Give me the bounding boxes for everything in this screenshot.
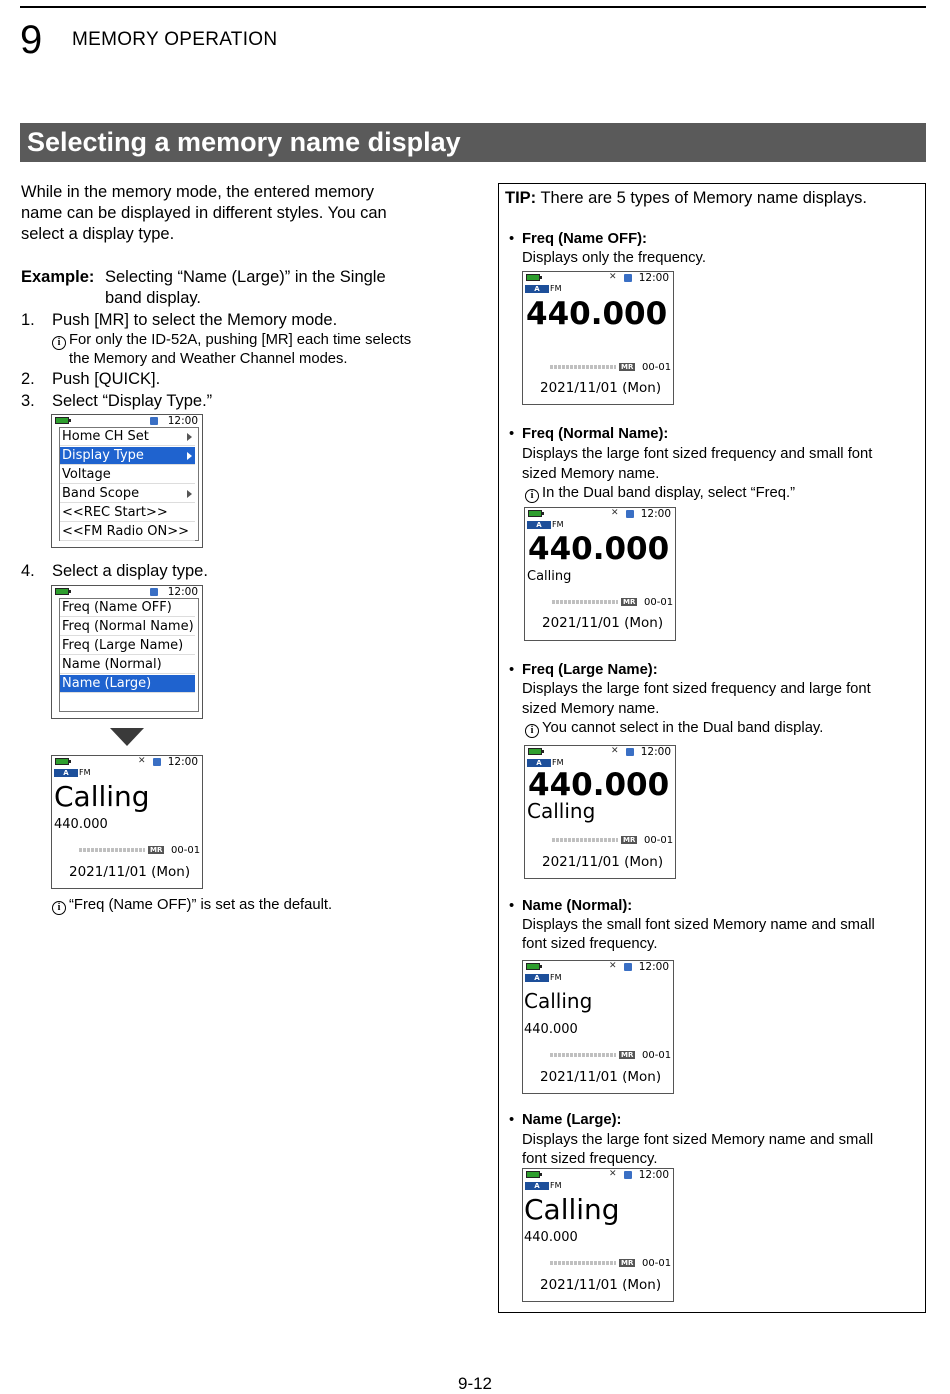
channel-number: 00-01 [642,1258,672,1269]
date: 2021/11/01 (Mon) [540,1277,662,1293]
step-1-number: 1. [21,311,35,329]
default-note-text: “Freq (Name OFF)” is set as the default. [69,897,333,913]
tip-item-5-title: Name (Large): [522,1112,622,1128]
intro-line-3: select a display type. [21,225,175,243]
top-rule [20,6,926,8]
option-label: Freq (Name OFF) [62,600,172,615]
mode-label: FM [552,758,564,767]
tip-item-3-note-text: You cannot select in the Dual band display. [542,720,824,736]
quick-menu-screen [51,414,203,548]
chapter-number: 9 [20,18,43,62]
gps-icon: ✕ [611,746,619,756]
menu-item-label: Voltage [62,467,111,482]
step-2-text: Push [QUICK]. [52,370,161,388]
tip-item-1-title: Freq (Name OFF): [522,231,647,247]
page-number: 9-12 [457,1374,493,1393]
date: 2021/11/01 (Mon) [540,380,662,396]
tip-item-3-note [525,719,823,738]
clock: 12:00 [638,961,669,973]
gps-icon: ✕ [611,508,619,518]
status-bar [525,508,675,520]
tip-item-3-title: Freq (Large Name): [522,662,658,678]
gps-icon: ✕ [609,272,617,282]
clock: 12:00 [167,756,198,768]
bullet: • [509,662,515,678]
default-note [52,896,332,915]
mr-badge: MR [621,363,634,371]
display-type-screen [51,585,203,719]
battery-icon [528,510,542,517]
clock: 12:00 [638,272,669,284]
step-1-note-1 [52,331,411,350]
menu-item-label: <<FM Radio ON>> [62,524,190,539]
battery-icon [55,758,69,765]
memory-name: Calling [527,799,596,823]
lock-icon [150,417,158,425]
lock-icon [626,748,634,756]
menu-item-label: Band Scope [62,486,140,501]
signal-meter [79,848,145,852]
option-name-large[interactable] [60,675,195,693]
lcd-freq-normal-name [524,507,676,641]
channel-number: 00-01 [642,362,672,373]
lcd-name-large [522,1168,674,1302]
step-2-number: 2. [21,370,35,388]
example-text-1: Selecting “Name (Large)” in the Single [105,268,386,286]
display-type-list [59,598,199,712]
status-bar [523,1169,673,1181]
menu-item-band-scope[interactable] [60,485,195,503]
option-label: Freq (Normal Name) [62,619,194,634]
info-circle-icon: i [525,489,539,503]
info-circle-icon: i [52,901,66,915]
signal-meter [552,600,618,604]
battery-icon [526,274,540,281]
date: 2021/11/01 (Mon) [542,854,664,870]
option-label: Name (Normal) [62,657,162,672]
lock-icon [624,1171,632,1179]
frequency: 440.000 [524,1230,578,1245]
mr-badge: MR [623,836,636,844]
chapter-title: MEMORY OPERATION [72,29,278,50]
memory-name: Calling [524,1193,620,1226]
menu-item-rec-start[interactable] [60,504,195,522]
menu-item-voltage[interactable] [60,466,195,484]
frequency: 440.000 [526,296,668,332]
menu-item-label: Home CH Set [62,429,149,444]
lcd-freq-name-off [522,271,674,405]
bullet: • [509,1112,515,1128]
step-1-note-2: the Memory and Weather Channel modes. [69,351,348,367]
menu-item-label: Display Type [62,448,144,463]
tip-item-1-line-1: Displays only the frequency. [522,250,706,266]
option-freq-name-off[interactable] [60,599,195,617]
tip-item-5-line-1: Displays the large font sized Memory name and small [522,1132,874,1148]
quick-menu-list [59,427,199,541]
chevron-right-icon [187,490,192,498]
menu-item-home-ch-set[interactable] [60,428,195,446]
section-title: Selecting a memory name display [20,123,926,162]
lcd-name-normal [522,960,674,1094]
lcd-freq-large-name [524,745,676,879]
channel-number: 00-01 [642,1050,672,1061]
lock-icon [624,963,632,971]
status-bar [523,272,673,284]
option-freq-large-name[interactable] [60,637,195,655]
mode-label: FM [79,768,91,777]
tip-item-2-note-text: In the Dual band display, select “Freq.” [542,485,796,501]
option-label: Name (Large) [62,676,152,691]
option-name-normal[interactable] [60,656,195,674]
arrow-down-icon [110,728,144,746]
tip-header [505,188,867,209]
signal-meter [552,838,618,842]
chevron-right-icon [187,452,192,460]
clock: 12:00 [167,586,198,598]
gps-icon: ✕ [609,1169,617,1179]
tip-item-2-line-1: Displays the large font sized frequency and small font [522,446,873,462]
tip-item-2-note [525,484,795,503]
gps-icon: ✕ [609,961,617,971]
step-4-text: Select a display type. [52,562,208,580]
result-screen-name-large [51,755,203,889]
status-bar [52,756,202,768]
battery-icon [55,588,69,595]
tip-item-4-line-2: font sized frequency. [522,936,658,952]
gps-icon: ✕ [138,756,146,766]
clock: 12:00 [167,415,198,427]
battery-icon [55,417,69,424]
tip-item-4-title: Name (Normal): [522,898,633,914]
frequency: 440.000 [528,767,670,803]
signal-meter [550,365,616,369]
date: 2021/11/01 (Mon) [540,1069,662,1085]
step-1-note-1-text: For only the ID-52A, pushing [MR] each time selects [69,332,412,348]
mr-badge: MR [621,1259,634,1267]
tip-text: There are 5 types of Memory name displays. [540,189,867,207]
mode-label: FM [552,520,564,529]
tip-item-3-line-2: sized Memory name. [522,701,660,717]
tip-item-4-line-1: Displays the small font sized Memory name and small [522,917,875,933]
status-bar [52,586,202,598]
memory-name: Calling [54,780,150,813]
info-circle-icon: i [52,336,66,350]
tip-item-2-line-2: sized Memory name. [522,466,660,482]
mode-label: FM [550,973,562,982]
step-4-number: 4. [21,562,35,580]
clock: 12:00 [640,746,671,758]
frequency: 440.000 [524,1022,578,1037]
status-bar [523,961,673,973]
mr-badge: MR [623,598,636,606]
intro-line-1: While in the memory mode, the entered memory [21,183,375,201]
menu-item-label: <<REC Start>> [62,505,168,520]
memory-name: Calling [524,989,593,1013]
step-1-text: Push [MR] to select the Memory mode. [52,311,338,329]
battery-icon [526,1171,540,1178]
status-bar [525,746,675,758]
frequency: 440.000 [54,817,108,832]
example-text-2: band display. [105,289,202,307]
chevron-right-icon [187,433,192,441]
frequency: 440.000 [528,531,670,567]
vfo-a-badge: A [525,974,549,982]
channel-number: 00-01 [644,597,674,608]
signal-meter [550,1261,616,1265]
option-label: Freq (Large Name) [62,638,184,653]
mode-label: FM [550,284,562,293]
mr-badge: MR [150,846,163,854]
bullet: • [509,426,515,442]
mr-badge: MR [621,1051,634,1059]
lock-icon [153,758,161,766]
menu-item-fm-radio-on[interactable] [60,523,195,541]
menu-item-display-type[interactable] [60,447,195,465]
vfo-a-badge: A [525,285,549,293]
tip-label: TIP: [505,189,537,207]
memory-name: Calling [527,569,572,584]
lock-icon [150,588,158,596]
tip-item-3-line-1: Displays the large font sized frequency and large font [522,681,871,697]
info-circle-icon: i [525,724,539,738]
intro-line-2: name can be displayed in different styles. You can [21,204,387,222]
tip-item-5-line-2: font sized frequency. [522,1151,658,1167]
vfo-a-badge: A [527,759,551,767]
bullet: • [509,898,515,914]
vfo-a-badge: A [54,769,78,777]
date: 2021/11/01 (Mon) [542,615,664,631]
channel-number: 00-01 [171,845,201,856]
date: 2021/11/01 (Mon) [69,864,191,880]
battery-icon [528,748,542,755]
tip-item-2-title: Freq (Normal Name): [522,426,669,442]
signal-meter [550,1053,616,1057]
channel-number: 00-01 [644,835,674,846]
battery-icon [526,963,540,970]
option-freq-normal-name[interactable] [60,618,195,636]
bullet: • [509,231,515,247]
vfo-a-badge: A [525,1182,549,1190]
mode-label: FM [550,1181,562,1190]
status-bar [52,415,202,427]
lock-icon [624,274,632,282]
step-3-number: 3. [21,392,35,410]
clock: 12:00 [640,508,671,520]
step-3-text: Select “Display Type.” [52,392,213,410]
example-label: Example: [21,268,95,286]
lock-icon [626,510,634,518]
vfo-a-badge: A [527,521,551,529]
clock: 12:00 [638,1169,669,1181]
